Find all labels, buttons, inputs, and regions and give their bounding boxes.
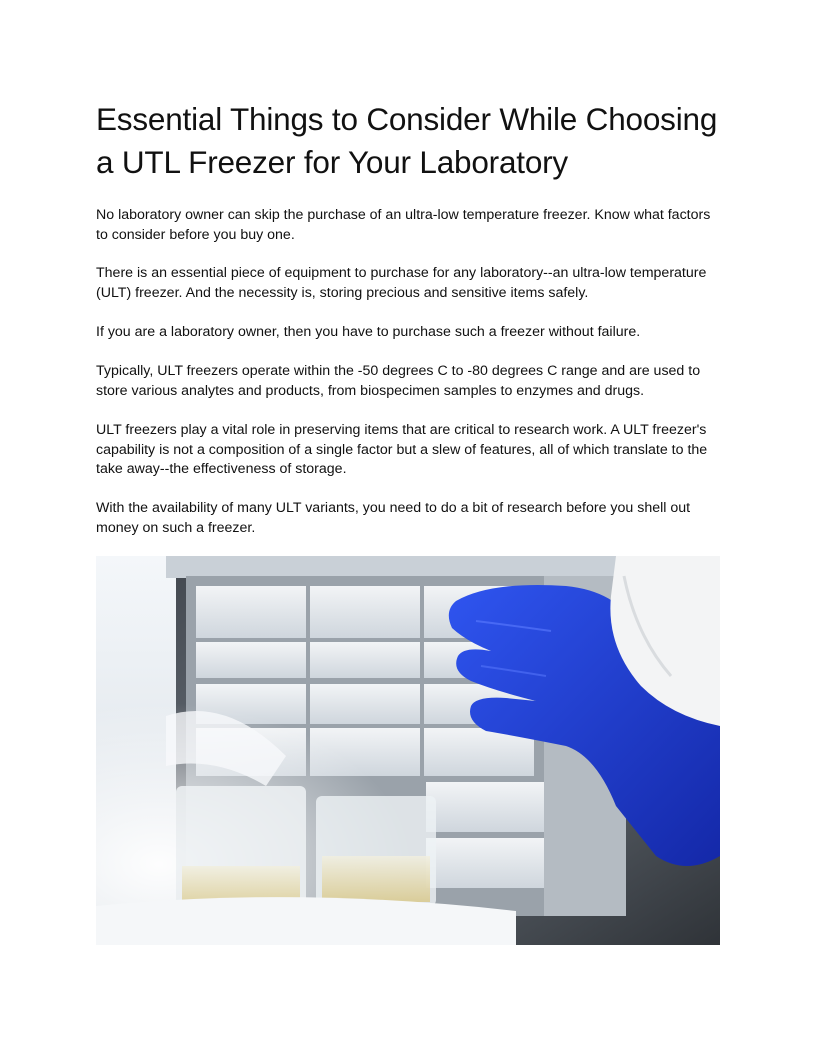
paragraph-lab-owner: If you are a laboratory owner, then you have to purchase such a freezer without failure. xyxy=(96,324,641,340)
freezer-photo xyxy=(96,556,720,945)
paragraph-research: With the availability of many ULT variants, you need to do a bit of research before you shell out money on such a freezer. xyxy=(96,500,691,536)
paragraph-essential-equipment: There is an essential piece of equipment to purchase for any laboratory--an ultra-low temperature (ULT) freezer. And the necessity is, storing precious and sensitive items safely. xyxy=(96,265,707,301)
paragraph-intro: No laboratory owner can skip the purchase of an ultra-low temperature freezer. Know what factors to consider before you buy one. xyxy=(96,207,711,243)
paragraph-temperature-range: Typically, ULT freezers operate within the -50 degrees C to -80 degrees C range and are used to store various analytes and products, from biospecimen samples to enzymes and drugs. xyxy=(96,363,701,399)
freezer-illustration xyxy=(96,556,720,945)
frost-ledge-top xyxy=(166,556,626,578)
article-title: Essential Things to Consider While Choosing a UTL Freezer for Your Laboratory xyxy=(96,101,718,180)
paragraph-vital-role: ULT freezers play a vital role in preserving items that are critical to research work. A ULT freezer's capability is not a composition of a single factor but a slew of features, all of which translate to the take away--the effectiveness of storage. xyxy=(96,422,708,477)
